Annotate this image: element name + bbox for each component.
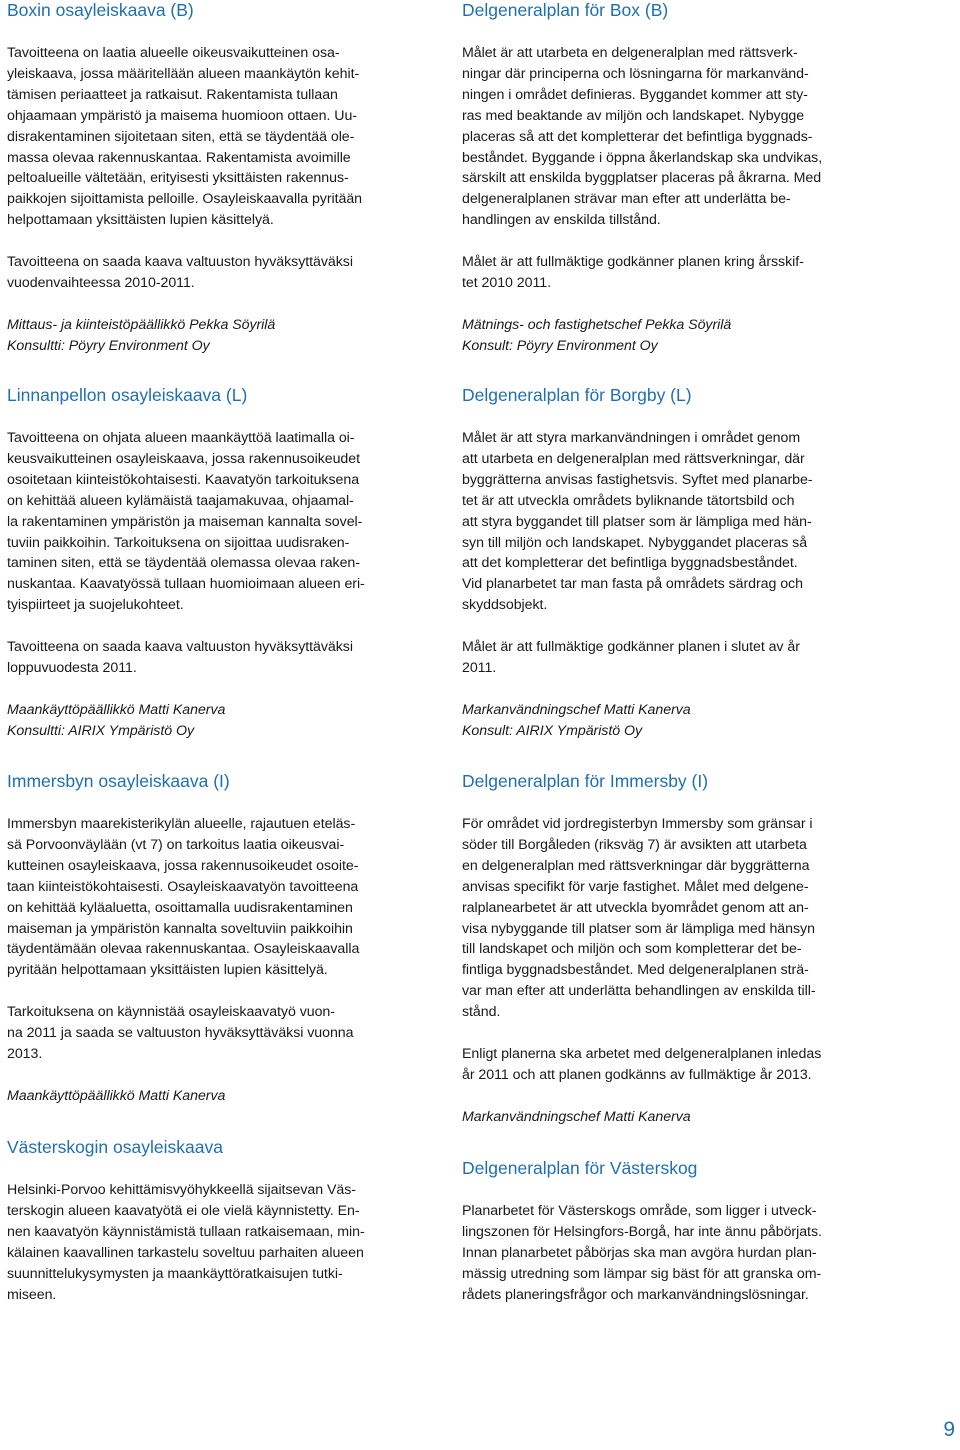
boxin-paragraph-1: Tavoitteena on laatia alueelle oikeusvaikutteinen osa- yleiskaava, jossa määritellään alueen maankäytön kehit- tämisen periaatteet ja ratkaisut. Rakentamista tullaan ohjaamaan ympäristö ja maisema huomioon ottaen. Uu- disrakentaminen sijoitetaan siten, että se täydentää ole- massa olevaa rakennuskantaa. Rakentamista avoimille peltoalueille vältetään, erityisesti yksittäisten rakennus- paikkojen sijoittamista pelloille. Osayleiskaavalla pyritään helpottamaan yksittäisten lupien käsittelyä. xyxy=(7,45,363,229)
immersby-sv-section xyxy=(462,771,882,1128)
immersby-paragraph-1: Immersbyn maarekisterikylän alueelle, rajautuen eteläs- sä Porvoonväylään (vt 7) on tarkoitus laatia oikeusvai- kutteinen osayleiskaava, jossa rakennusoikeudet osoite- taan kiinteistökohtaisesti. Osayleiskaavatyön tavoitteena on kehittää kyläaluetta, osoittamalla uudisrakentaminen maiseman ja ympäristön kannalta soveltuviin paikkoihin täydentämään olevaa rakennuskantaa. Osayleiskaavalla pyritään helpottamaan yksittäisten lupien käsittelyä. xyxy=(7,816,360,979)
boxin-credit: Mittaus- ja kiinteistöpäällikkö Pekka Söyrilä Konsultti: Pöyry Environment Oy xyxy=(7,316,276,354)
immersby-sv-paragraph-2: Enligt planerna ska arbetet med delgeneralplanen inledas år 2011 och att planen godkänns av fullmäktige år 2013. xyxy=(462,1045,822,1083)
vasterskog-sv-section xyxy=(462,1158,882,1306)
immersby-heading: Immersbyn osayleiskaava (I) xyxy=(7,771,230,791)
immersby-section xyxy=(7,771,425,1107)
vasterskog-sv-paragraph-1: Planarbetet för Västerskogs område, som ligger i utveck- lingszonen för Helsingfors-Borgå, har inte ännu påbörjats. Innan planarbetet påbörjas ska man avgöra hurdan plan- mässig utredning som lämpar sig bäst för att granska om- rådets planeringsfrågor och markanvändningslösningar. xyxy=(462,1203,822,1303)
linnanpelto-section xyxy=(7,385,425,742)
boxin-paragraph-2: Tavoitteena on saada kaava valtuuston hyväksyttäväksi vuodenvaihteessa 2010-2011. xyxy=(7,254,353,291)
box-heading: Delgeneralplan för Box (B) xyxy=(462,0,669,20)
vasterskog-paragraph-1: Helsinki-Porvoo kehittämisvyöhykkeellä sijaitsevan Väs- terskogin alueen kaavatyötä ei ole vielä käynnistetty. En- nen kaavatyön käynnistämistä tullaan ratkaisemaan, min- kälainen kaavallinen tarkastelu soveltuu parhaiten alueen suunnittelukysymysten ja maankäyttöratkaisujen tutki- miseen. xyxy=(7,1182,365,1303)
page-number: 9 xyxy=(943,1418,955,1441)
borgby-heading: Delgeneralplan för Borgby (L) xyxy=(462,385,692,405)
box-paragraph-2: Målet är att fullmäktige godkänner planen kring årsskif- tet 2010 2011. xyxy=(462,254,804,291)
immersby-sv-paragraph-1: För området vid jordregisterbyn Immersby som gränsar i söder till Borgåleden (riksväg 7) är avsikten att utarbeta en delgeneralplan med rättsverkningar där byggrätterna anvisas specifikt för varje fastighet. Målet med delgene- ralplanearbetet är att utveckla byområdet genom att an- visa nybyggande till platser som är lämpliga med hänsyn till landskapet och miljön och som kompletterar det be- fintliga byggnadsbeståndet. Med delgeneralplanen strä- var man efter att underlätta behandlingen av enskilda till- stånd. xyxy=(462,816,816,1021)
boxin-section xyxy=(7,0,425,357)
box-section xyxy=(462,0,882,357)
linnanpelto-paragraph-2: Tavoitteena on saada kaava valtuuston hyväksyttäväksi loppuvuodesta 2011. xyxy=(7,639,353,676)
box-credit: Mätnings- och fastighetschef Pekka Söyrilä Konsult: Pöyry Environment Oy xyxy=(462,316,732,354)
boxin-heading: Boxin osayleiskaava (B) xyxy=(7,0,194,20)
linnanpelto-credit: Maankäyttöpäällikkö Matti Kanerva Konsultti: AIRIX Ympäristö Oy xyxy=(7,701,226,739)
linnanpelto-heading: Linnanpellon osayleiskaava (L) xyxy=(7,385,248,405)
vasterskog-section xyxy=(7,1137,425,1305)
borgby-credit: Markanvändningschef Matti Kanerva Konsult: AIRIX Ympäristö Oy xyxy=(462,701,691,739)
vasterskog-sv-heading: Delgeneralplan för Västerskog xyxy=(462,1158,698,1178)
borgby-section xyxy=(462,385,882,742)
vasterskog-heading: Västerskogin osayleiskaava xyxy=(7,1137,223,1157)
immersby-credit: Maankäyttöpäällikkö Matti Kanerva xyxy=(7,1087,226,1104)
immersby-sv-credit: Markanvändningschef Matti Kanerva xyxy=(462,1108,691,1125)
box-paragraph-1: Målet är att utarbeta en delgeneralplan med rättsverk- ningar där principerna och lösningarna för markanvänd- ningen i området definieras. Byggandet kommer att sty- ras med beaktande av miljön och landskapet. Nybygge placeras så att det kompletterar det befintliga byggnads- beståndet. Byggande i öppna åkerlandskap ska undvikas, särskilt att enskilda byggplatser placeras på åkrarna. Med delgeneralplanen strävar man efter att underlätta be- handlingen av enskilda tillstånd. xyxy=(462,45,823,229)
borgby-paragraph-1: Målet är att styra markanvändningen i området genom att utarbeta en delgeneralplan med rättsverkningar, där byggrätterna anvisas fastighetsvis. Syftet med planarbe- tet är att utveckla områdets byliknande tätortsbild och att styra byggandet till platser som är lämpliga med hän- syn till miljön och landskapet. Nybyggandet placeras så att det kompletterar det befintliga byggnadsbeståndet. Vid planarbetet tar man fasta på områdets särdrag och skyddsobjekt. xyxy=(462,430,813,614)
immersby-paragraph-2: Tarkoituksena on käynnistää osayleiskaavatyö vuon- na 2011 ja saada se valtuuston hyväksyttäväksi vuonna 2013. xyxy=(7,1004,354,1062)
linnanpelto-paragraph-1: Tavoitteena on ohjata alueen maankäyttöä laatimalla oi- keusvaikutteinen osayleiskaava, jossa rakennusoikeudet osoitetaan kiinteistökohtaisesti. Kaavatyön tarkoituksena on kehittää alueen kylämäistä taajamakuvaa, ohjaamal- la rakentaminen ympäristön ja maiseman kannalta sovel- tuviin paikkoihin. Tarkoituksena on sijoittaa uudisraken- taminen siten, että se täydentää olemassa olevaa raken- nuskantaa. Kaavatyössä tullaan huomioimaan alueen eri- tyispiirteet ja suojelukohteet. xyxy=(7,430,365,614)
immersby-sv-heading: Delgeneralplan för Immersby (I) xyxy=(462,771,709,791)
borgby-paragraph-2: Målet är att fullmäktige godkänner planen i slutet av år 2011. xyxy=(462,639,800,676)
